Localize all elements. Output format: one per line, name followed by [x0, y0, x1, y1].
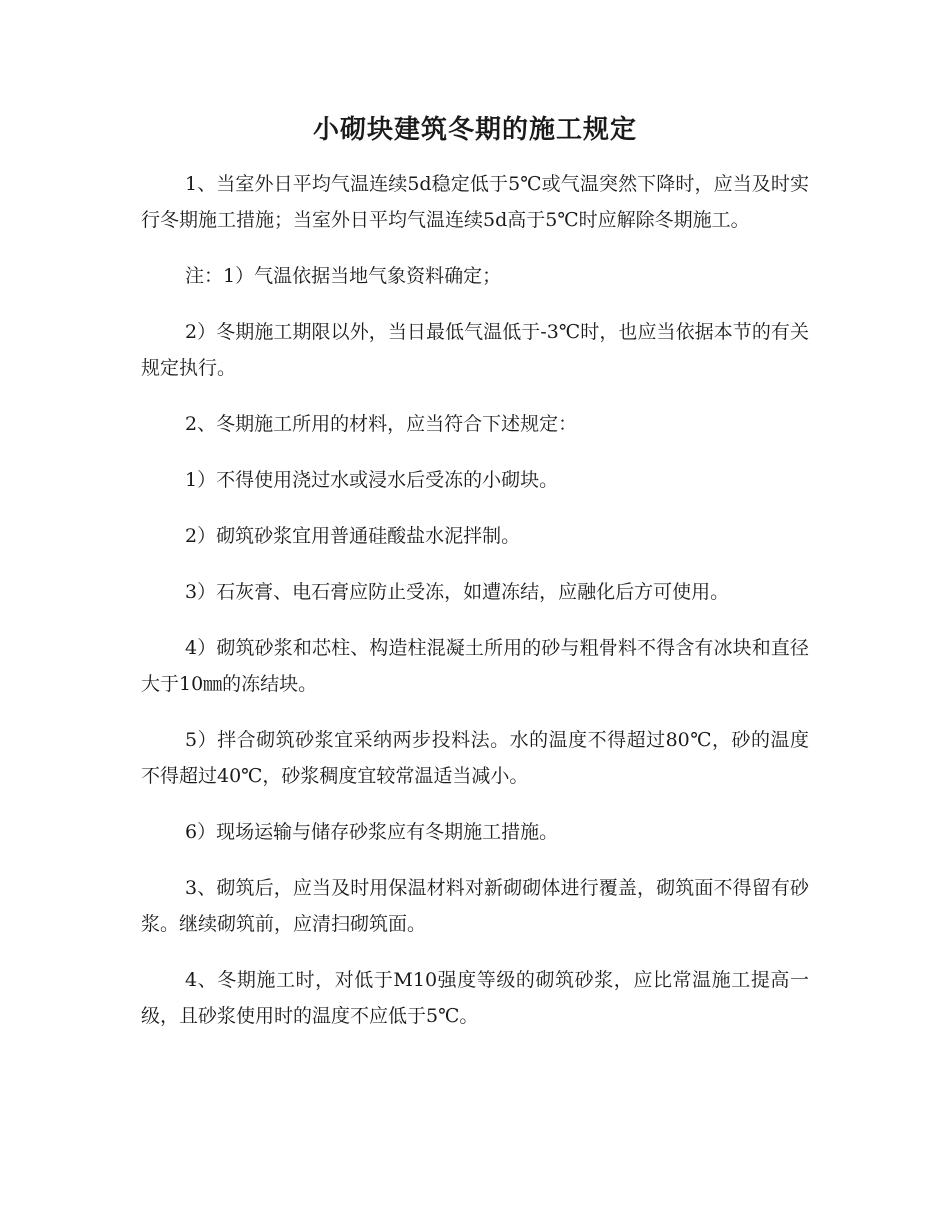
paragraph-12: 4、冬期施工时，对低于M10强度等级的砌筑砂浆，应比常温施工提高一级，且砂浆使用时的温度不应低于5℃。 — [141, 969, 809, 1027]
document-title: 小砌块建筑冬期的施工规定 — [312, 115, 637, 145]
paragraph-4: 2、冬期施工所用的材料，应当符合下述规定： — [185, 413, 578, 435]
paragraph-8: 4）砌筑砂浆和芯柱、构造柱混凝土所用的砂与粗骨料不得含有冰块和直径大于10㎜的冻结块。 — [141, 637, 809, 695]
paragraph-7: 3）石灰膏、电石膏应防止受冻，如遭冻结，应融化后方可使用。 — [185, 581, 730, 603]
paragraph-5: 1）不得使用浇过水或浸水后受冻的小砌块。 — [185, 469, 559, 491]
paragraph-3: 2）冬期施工期限以外，当日最低气温低于-3℃时，也应当依据本节的有关规定执行。 — [141, 321, 809, 379]
paragraph-1: 1、当室外日平均气温连续5d稳定低于5℃或气温突然下降时，应当及时实行冬期施工措施；当室外日平均气温连续5d高于5℃时应解除冬期施工。 — [141, 173, 809, 231]
document-body — [141, 166, 809, 1054]
paragraph-11: 3、砌筑后，应当及时用保温材料对新砌砌体进行覆盖，砌筑面不得留有砂浆。继续砌筑前，应清扫砌筑面。 — [141, 877, 809, 935]
paragraph-2: 注：1）气温依据当地气象资料确定； — [185, 265, 502, 287]
paragraph-6: 2）砌筑砂浆宜用普通硅酸盐水泥拌制。 — [185, 525, 521, 547]
paragraph-10: 6）现场运输与储存砂浆应有冬期施工措施。 — [185, 821, 559, 843]
paragraph-9: 5）拌合砌筑砂浆宜采纳两步投料法。水的温度不得超过80℃，砂的温度不得超过40℃，砂浆稠度宜较常温适当减小。 — [141, 729, 809, 787]
